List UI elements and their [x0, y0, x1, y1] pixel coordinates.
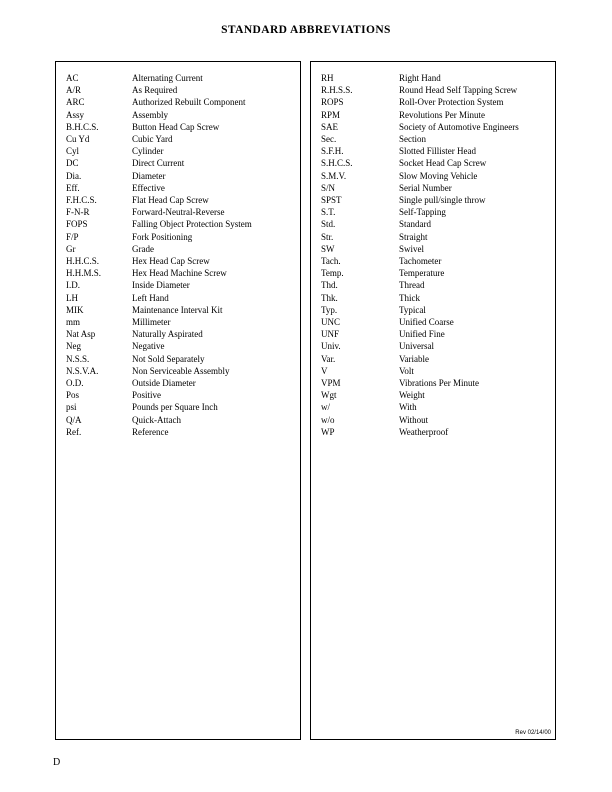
table-row — [66, 145, 296, 157]
meaning-cell: Fork Positioning — [132, 231, 193, 242]
table-row — [321, 170, 551, 182]
table-row — [321, 194, 551, 206]
meaning-cell: Revolutions Per Minute — [399, 109, 485, 120]
abbr-cell: UNF — [321, 329, 340, 340]
meaning-cell: Section — [399, 134, 426, 145]
abbr-cell: N.S.V.A. — [66, 365, 99, 376]
meaning-cell: Socket Head Cap Screw — [399, 158, 487, 169]
table-row — [66, 389, 296, 401]
meaning-cell: Serial Number — [399, 182, 452, 193]
abbr-cell: w/o — [321, 414, 335, 425]
abbr-cell: Sec. — [321, 134, 337, 145]
abbr-cell: Str. — [321, 231, 334, 242]
abbr-cell: VPM — [321, 378, 341, 389]
abbr-cell: SAE — [321, 121, 339, 132]
table-row — [66, 231, 296, 243]
meaning-cell: Tachometer — [399, 256, 442, 267]
table-row — [321, 316, 551, 328]
table-row — [66, 72, 296, 84]
abbr-cell: Gr — [66, 243, 76, 254]
meaning-cell: Outside Diameter — [132, 378, 196, 389]
meaning-cell: Society of Automotive Engineers — [399, 121, 519, 132]
abbr-cell: Typ. — [321, 304, 338, 315]
meaning-cell: Cubic Yard — [132, 134, 173, 145]
table-row — [66, 267, 296, 279]
abbr-cell: DC — [66, 158, 79, 169]
meaning-cell: Single pull/single throw — [399, 195, 486, 206]
abbr-cell: ARC — [66, 97, 85, 108]
abbreviations-box-left — [55, 61, 301, 740]
table-row — [321, 414, 551, 426]
meaning-cell: Naturally Aspirated — [132, 329, 203, 340]
table-row — [66, 292, 296, 304]
abbr-cell: A/R — [66, 85, 82, 96]
table-row — [66, 96, 296, 108]
meaning-cell: Cylinder — [132, 146, 164, 157]
meaning-cell: Forward-Neutral-Reverse — [132, 207, 225, 218]
abbr-cell: mm — [66, 317, 81, 328]
table-row — [66, 121, 296, 133]
abbr-cell: H.H.M.S. — [66, 268, 102, 279]
meaning-cell: Pounds per Square Inch — [132, 402, 218, 413]
abbr-cell: Eff. — [66, 182, 80, 193]
meaning-cell: Quick-Attach — [132, 414, 181, 425]
table-row — [321, 243, 551, 255]
abbr-cell: UNC — [321, 317, 341, 328]
meaning-cell: Weatherproof — [399, 426, 449, 437]
abbreviations-box-right — [310, 61, 556, 740]
abbr-cell: Temp. — [321, 268, 344, 279]
table-row — [66, 365, 296, 377]
abbr-cell: F.H.C.S. — [66, 195, 97, 206]
abbr-cell: Tach. — [321, 256, 341, 267]
abbr-cell: Thd. — [321, 280, 338, 291]
table-row — [66, 377, 296, 389]
table-row — [321, 72, 551, 84]
table-row — [321, 292, 551, 304]
abbr-cell: V — [321, 365, 328, 376]
abbr-cell: WP — [321, 426, 335, 437]
table-row — [321, 182, 551, 194]
abbr-cell: O.D. — [66, 378, 84, 389]
table-row — [66, 182, 296, 194]
table-row — [321, 353, 551, 365]
meaning-cell: Volt — [399, 365, 414, 376]
abbr-cell: Nat Asp — [66, 329, 96, 340]
table-row — [66, 304, 296, 316]
table-row — [321, 389, 551, 401]
abbr-cell: Std. — [321, 219, 336, 230]
meaning-cell: As Required — [132, 85, 178, 96]
table-row — [321, 426, 551, 438]
meaning-cell: Slow Moving Vehicle — [399, 170, 478, 181]
abbreviation-list-right — [321, 72, 551, 438]
table-row — [321, 96, 551, 108]
table-row — [321, 157, 551, 169]
meaning-cell: Round Head Self Tapping Screw — [399, 85, 518, 96]
abbr-cell: SPST — [321, 195, 342, 206]
abbr-cell: Var. — [321, 353, 336, 364]
abbr-cell: N.S.S. — [66, 353, 90, 364]
abbr-cell: Neg — [66, 341, 81, 352]
table-row — [66, 84, 296, 96]
meaning-cell: Positive — [132, 390, 162, 401]
table-row — [66, 279, 296, 291]
table-row — [66, 426, 296, 438]
table-row — [66, 401, 296, 413]
meaning-cell: Right Hand — [399, 73, 441, 83]
meaning-cell: Unified Coarse — [399, 317, 454, 328]
meaning-cell: Effective — [132, 182, 165, 193]
meaning-cell: Straight — [399, 231, 428, 242]
abbr-cell: S.H.C.S. — [321, 158, 353, 169]
abbr-cell: Thk. — [321, 292, 338, 303]
table-row — [321, 206, 551, 218]
meaning-cell: Weight — [399, 390, 425, 401]
abbr-cell: Cu Yd — [66, 134, 90, 145]
table-row — [66, 133, 296, 145]
meaning-cell: Diameter — [132, 170, 166, 181]
table-row — [321, 218, 551, 230]
meaning-cell: Left Hand — [132, 292, 169, 303]
abbr-cell: Ref. — [66, 426, 82, 437]
abbr-cell: ROPS — [321, 97, 344, 108]
meaning-cell: Slotted Fillister Head — [399, 146, 476, 157]
meaning-cell: Negative — [132, 341, 165, 352]
abbr-cell: I.D. — [66, 280, 80, 291]
meaning-cell: Millimeter — [132, 317, 171, 328]
abbr-cell: Wgt — [321, 390, 337, 401]
abbr-cell: Univ. — [321, 341, 341, 352]
meaning-cell: Universal — [399, 341, 434, 352]
abbr-cell: Dia. — [66, 170, 82, 181]
abbr-cell: Assy — [66, 109, 85, 120]
table-row — [66, 328, 296, 340]
meaning-cell: Direct Current — [132, 158, 185, 169]
meaning-cell: Hex Head Cap Screw — [132, 256, 210, 267]
abbr-cell: RPM — [321, 109, 341, 120]
table-row — [321, 340, 551, 352]
abbr-cell: LH — [66, 292, 78, 303]
meaning-cell: Vibrations Per Minute — [399, 378, 479, 389]
abbr-cell: B.H.C.S. — [66, 121, 99, 132]
meaning-cell: Non Serviceable Assembly — [132, 365, 230, 376]
table-row — [321, 109, 551, 121]
page-footer-letter: D — [53, 757, 61, 768]
table-row — [321, 231, 551, 243]
table-row — [321, 84, 551, 96]
meaning-cell: Maintenance Interval Kit — [132, 304, 223, 315]
meaning-cell: Not Sold Separately — [132, 353, 205, 364]
abbr-cell: FOPS — [66, 219, 88, 230]
meaning-cell: Self-Tapping — [399, 207, 446, 218]
meaning-cell: Inside Diameter — [132, 280, 190, 291]
meaning-cell: Typical — [399, 304, 426, 315]
meaning-cell: Unified Fine — [399, 329, 445, 340]
meaning-cell: Button Head Cap Screw — [132, 121, 220, 132]
abbr-cell: w/ — [321, 402, 330, 413]
abbr-cell: F/P — [66, 231, 79, 242]
page-title: STANDARD ABBREVIATIONS — [221, 24, 391, 36]
abbr-cell: psi — [66, 402, 77, 413]
table-row — [321, 328, 551, 340]
abbr-cell: S.M.V. — [321, 170, 347, 181]
meaning-cell: Grade — [132, 243, 154, 254]
abbr-cell: AC — [66, 73, 79, 83]
meaning-cell: Standard — [399, 219, 431, 230]
table-row — [66, 414, 296, 426]
abbr-cell: SW — [321, 243, 335, 254]
meaning-cell: Alternating Current — [132, 73, 203, 83]
meaning-cell: Temperature — [399, 268, 445, 279]
abbr-cell: Cyl — [66, 146, 80, 157]
revision-note: Rev 02/14/00 — [515, 730, 551, 736]
table-row — [321, 145, 551, 157]
meaning-cell: Thread — [399, 280, 425, 291]
meaning-cell: Flat Head Cap Screw — [132, 195, 209, 206]
abbr-cell: MIK — [66, 304, 84, 315]
table-row — [321, 133, 551, 145]
abbr-cell: Q/A — [66, 414, 82, 425]
table-row — [321, 377, 551, 389]
abbr-cell: RH — [321, 73, 334, 83]
table-row — [66, 170, 296, 182]
table-row — [66, 316, 296, 328]
meaning-cell: Authorized Rebuilt Component — [132, 97, 246, 108]
table-row — [321, 365, 551, 377]
table-row — [321, 255, 551, 267]
table-row — [321, 304, 551, 316]
abbr-cell: F-N-R — [66, 207, 90, 218]
table-row — [321, 401, 551, 413]
abbreviation-columns — [55, 61, 556, 740]
abbr-cell: Pos — [66, 390, 80, 401]
abbr-cell: S.T. — [321, 207, 336, 218]
table-row — [321, 267, 551, 279]
table-row — [66, 340, 296, 352]
table-row — [321, 279, 551, 291]
table-row — [66, 353, 296, 365]
abbr-cell: S/N — [321, 182, 336, 193]
meaning-cell: Hex Head Machine Screw — [132, 268, 227, 279]
abbreviation-list-left — [66, 72, 296, 438]
abbr-cell: H.H.C.S. — [66, 256, 100, 267]
table-row — [66, 157, 296, 169]
meaning-cell: Assembly — [132, 109, 168, 120]
table-row — [321, 121, 551, 133]
meaning-cell: With — [399, 402, 417, 413]
table-row — [66, 243, 296, 255]
meaning-cell: Falling Object Protection System — [132, 219, 252, 230]
meaning-cell: Thick — [399, 292, 420, 303]
table-row — [66, 255, 296, 267]
meaning-cell: Swivel — [399, 243, 425, 254]
table-row — [66, 194, 296, 206]
meaning-cell: Roll-Over Protection System — [399, 97, 504, 108]
meaning-cell: Variable — [399, 353, 429, 364]
meaning-cell: Reference — [132, 426, 169, 437]
abbr-cell: R.H.S.S. — [321, 85, 353, 96]
abbr-cell: S.F.H. — [321, 146, 344, 157]
table-row — [66, 206, 296, 218]
meaning-cell: Without — [399, 414, 429, 425]
table-row — [66, 218, 296, 230]
table-row — [66, 109, 296, 121]
